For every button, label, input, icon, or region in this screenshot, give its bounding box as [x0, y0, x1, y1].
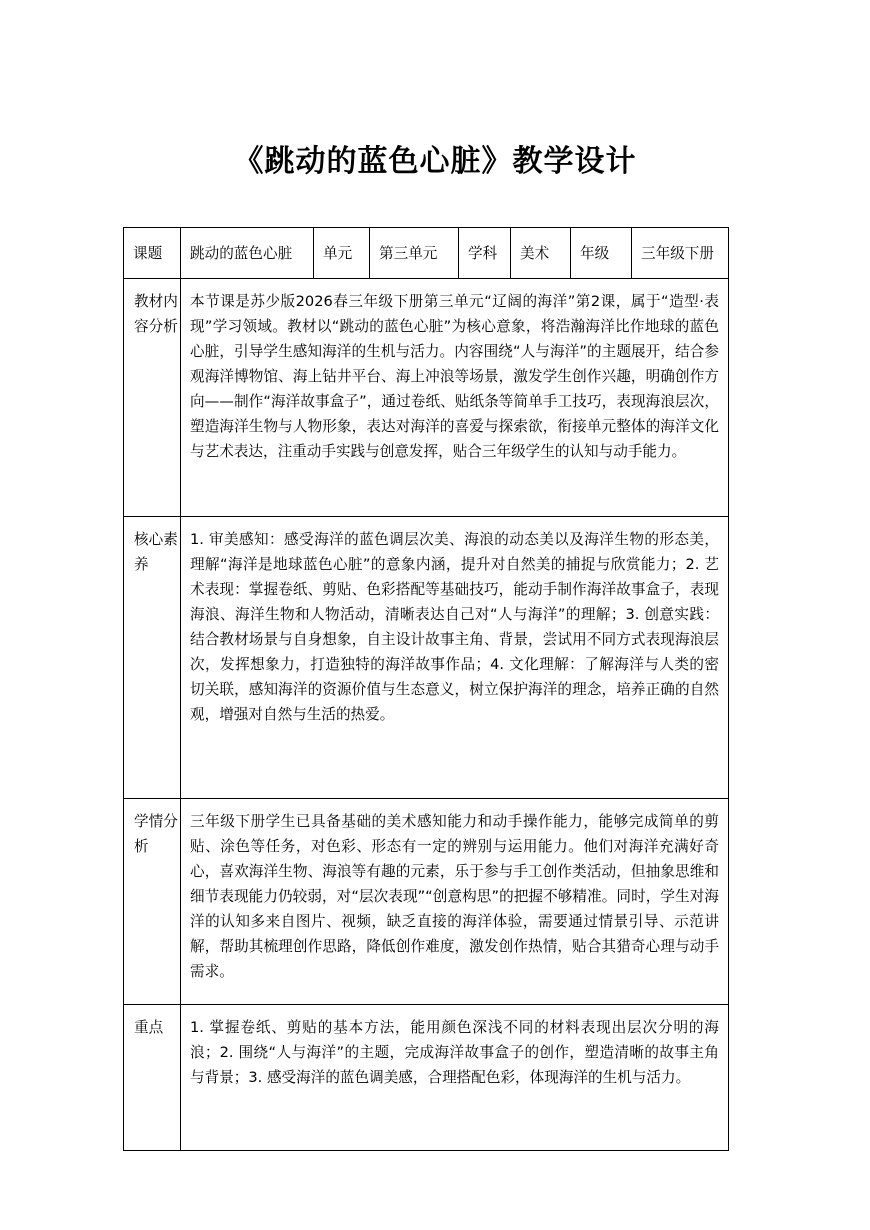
section-row-core-literacy: [124, 517, 729, 799]
section-row-key-points: [124, 1005, 729, 1151]
unit-label: 单元: [314, 228, 370, 279]
section-row-student-analysis: [124, 799, 729, 1005]
unit-value: 第三单元: [370, 228, 459, 279]
section-label: 重点: [124, 1005, 181, 1151]
section-label: 核心素养: [124, 517, 181, 799]
subject-value: 美术: [511, 228, 571, 279]
course-label: 课题: [124, 228, 181, 279]
course-value: 跳动的蓝色心脏: [181, 228, 314, 279]
page-title: 《跳动的蓝色心脏》教学设计: [233, 144, 637, 179]
grade-label: 年级: [571, 228, 632, 279]
section-label: 教材内容分析: [124, 279, 181, 517]
header-row: [124, 228, 729, 279]
section-content: 1. 掌握卷纸、剪贴的基本方法，能用颜色深浅不同的材料表现出层次分明的海浪；2. 围绕“人与海洋”的主题，完成海洋故事盒子的创作，塑造清晰的故事主角与背景；3. 感受海洋的蓝色调美感，合理搭配色彩，体现海洋的生机与活力。: [181, 1005, 729, 1151]
section-content: 三年级下册学生已具备基础的美术感知能力和动手操作能力，能够完成简单的剪贴、涂色等任务，对色彩、形态有一定的辨别与运用能力。他们对海洋充满好奇心，喜欢海洋生物、海浪等有趣的元素，乐于参与手工创作类活动，但抽象思维和细节表现能力仍较弱，对“层次表现”“创意构思”的把握不够精准。同时，学生对海洋的认知多来自图片、视频，缺乏直接的海洋体验，需要通过情景引导、示范讲解，帮助其梳理创作思路，降低创作难度，激发创作热情，贴合其猎奇心理与动手需求。: [181, 799, 729, 1005]
grade-value: 三年级下册: [632, 228, 729, 279]
section-content: 本节课是苏少版2026春三年级下册第三单元“辽阔的海洋”第2课，属于“造型·表现”学习领域。教材以“跳动的蓝色心脏”为核心意象，将浩瀚海洋比作地球的蓝色心脏，引导学生感知海洋的生机与活力。内容围绕“人与海洋”的主题展开，结合参观海洋博物馆、海上钻井平台、海上冲浪等场景，激发学生创作兴趣，明确创作方向——制作“海洋故事盒子”，通过卷纸、贴纸条等简单手工技巧，表现海浪层次，塑造海洋生物与人物形象，表达对海洋的喜爱与探索欲，衔接单元整体的海洋文化与艺术表达，注重动手实践与创意发挥，贴合三年级学生的认知与动手能力。: [181, 279, 729, 517]
section-row-textbook-analysis: [124, 279, 729, 517]
lesson-plan-table: [123, 227, 729, 1151]
section-content: 1. 审美感知：感受海洋的蓝色调层次美、海浪的动态美以及海洋生物的形态美，理解“海洋是地球蓝色心脏”的意象内涵，提升对自然美的捕捉与欣赏能力；2. 艺术表现：掌握卷纸、剪贴、色彩搭配等基础技巧，能动手制作海洋故事盒子，表现海浪、海洋生物和人物活动，清晰表达自己对“人与海洋”的理解；3. 创意实践：结合教材场景与自身想象，自主设计故事主角、背景，尝试用不同方式表现海浪层次，发挥想象力，打造独特的海洋故事作品；4. 文化理解：了解海洋与人类的密切关联，感知海洋的资源价值与生态意义，树立保护海洋的理念，培养正确的自然观，增强对自然与生活的热爱。: [181, 517, 729, 799]
section-label: 学情分析: [124, 799, 181, 1005]
subject-label: 学科: [459, 228, 511, 279]
